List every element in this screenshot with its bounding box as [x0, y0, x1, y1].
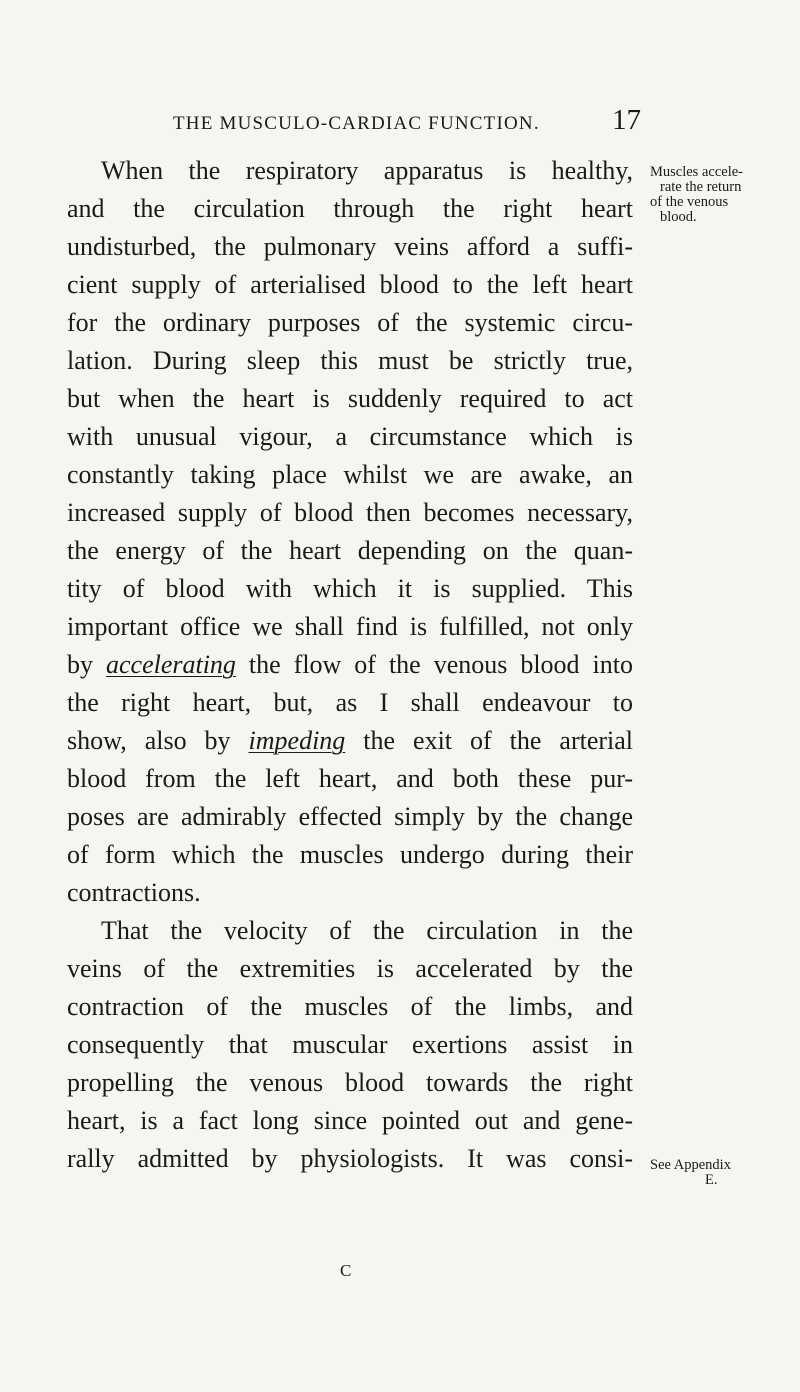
note-line: rate the return	[660, 179, 742, 195]
body-line: important office we shall find is fulfilled, not only	[67, 612, 633, 641]
text-run: by	[67, 650, 106, 679]
body-line: undisturbed, the pulmonary veins afford a suffi-	[67, 232, 633, 261]
body-line: with unusual vigour, a circumstance which is	[67, 422, 633, 451]
body-line: poses are admirably effected simply by the change	[67, 802, 633, 831]
body-line: of form which the muscles undergo during their	[67, 840, 633, 869]
body-line: increased supply of blood then becomes necessary,	[67, 498, 633, 527]
body-line	[67, 722, 633, 760]
text-run: the flow of the venous blood into	[235, 650, 633, 679]
body-line: That the velocity of the circulation in the	[101, 916, 633, 945]
body-line	[67, 646, 633, 684]
body-line: heart, is a fact long since pointed out and gene-	[67, 1106, 633, 1135]
note-line: Muscles accele-	[650, 164, 743, 180]
body-line: blood from the left heart, and both these pur-	[67, 764, 633, 793]
running-header: THE MUSCULO-CARDIAC FUNCTION.	[173, 113, 540, 134]
body-line: propelling the venous blood towards the right	[67, 1068, 633, 1097]
text-run: the exit of the arterial	[345, 726, 634, 755]
body-line: the right heart, but, as I shall endeavour to	[67, 688, 633, 717]
note-line: of the venous	[650, 194, 729, 210]
note-line: See Appendix	[650, 1157, 731, 1173]
body-line: lation. During sleep this must be strictly true,	[67, 346, 633, 375]
signature-mark: C	[340, 1261, 353, 1280]
body-line: tity of blood with which it is supplied. This	[67, 574, 633, 603]
text-run: show, also by	[67, 726, 249, 755]
body-line: When the respiratory apparatus is healthy,	[101, 156, 633, 185]
body-line: contraction of the muscles of the limbs, and	[67, 992, 633, 1021]
body-line: contractions.	[67, 878, 201, 907]
emphasized-word: impeding	[248, 726, 346, 755]
body-line: and the circulation through the right heart	[67, 194, 633, 223]
body-line: for the ordinary purposes of the systemic circu-	[67, 308, 633, 337]
body-line: rally admitted by physiologists. It was consi-	[67, 1144, 633, 1173]
emphasized-word: accelerating	[105, 650, 236, 679]
body-line: cient supply of arterialised blood to the left heart	[67, 270, 633, 299]
body-line: the energy of the heart depending on the quan-	[67, 536, 633, 565]
note-line: blood.	[660, 209, 697, 225]
body-line: consequently that muscular exertions assist in	[67, 1030, 633, 1059]
body-line: but when the heart is suddenly required to act	[67, 384, 633, 413]
body-line: veins of the extremities is accelerated by the	[67, 954, 633, 983]
page-number: 17	[612, 104, 641, 136]
body-line: constantly taking place whilst we are awake, an	[67, 460, 633, 489]
note-line: E.	[705, 1172, 718, 1188]
